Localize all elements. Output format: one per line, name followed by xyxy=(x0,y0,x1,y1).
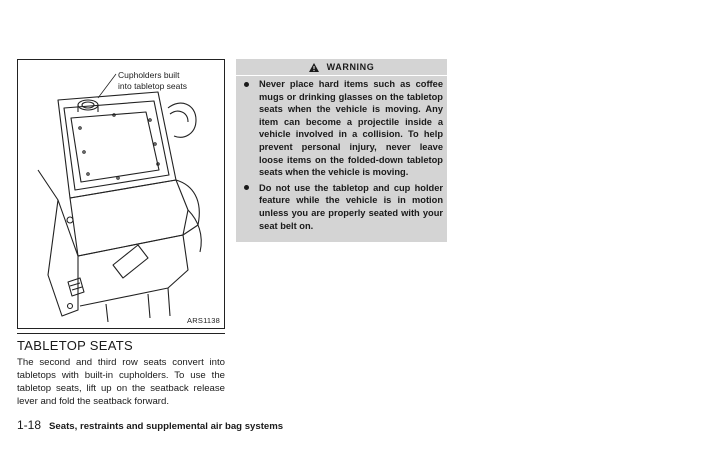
section-body: The second and third row seats convert into tabletops with built-in cupholders. To use the tabletop seats, lift up on the seatback release lever and fold the seatback forward. xyxy=(17,357,225,407)
chapter-title: Seats, restraints and supplemental air bag systems xyxy=(49,421,284,432)
section-title: TABLETOP SEATS xyxy=(17,333,225,353)
warning-triangle-icon xyxy=(309,63,319,72)
warning-list xyxy=(236,76,447,232)
warning-item xyxy=(240,78,443,179)
seat-illustration xyxy=(17,59,225,329)
warning-title: WARNING xyxy=(326,62,375,72)
page-number: 1-18 xyxy=(17,418,42,432)
warning-header xyxy=(236,59,447,76)
figure-code: ARS1138 xyxy=(187,316,220,325)
bullet-icon xyxy=(244,82,249,87)
page-footer xyxy=(17,418,283,432)
figure-callout: Cupholders built into tabletop seats xyxy=(118,70,187,91)
bullet-icon xyxy=(244,185,249,190)
warning-item-text: Never place hard items such as coffee mugs or drinking glasses on the tabletop seats when the vehicle is moving. Any item can become a projectile inside a vehicle involved in a collision. To help prevent personal injury, never leave loose items on the folded-down tabletop seats when the vehicle is moving. xyxy=(259,79,443,178)
tabletop-seat-drawing xyxy=(18,60,224,328)
warning-box xyxy=(236,59,447,242)
warning-item-text: Do not use the tabletop and cup holder feature while the vehicle is in motion unless you are properly seated with your seat belt on. xyxy=(259,182,443,231)
warning-item xyxy=(240,182,443,232)
